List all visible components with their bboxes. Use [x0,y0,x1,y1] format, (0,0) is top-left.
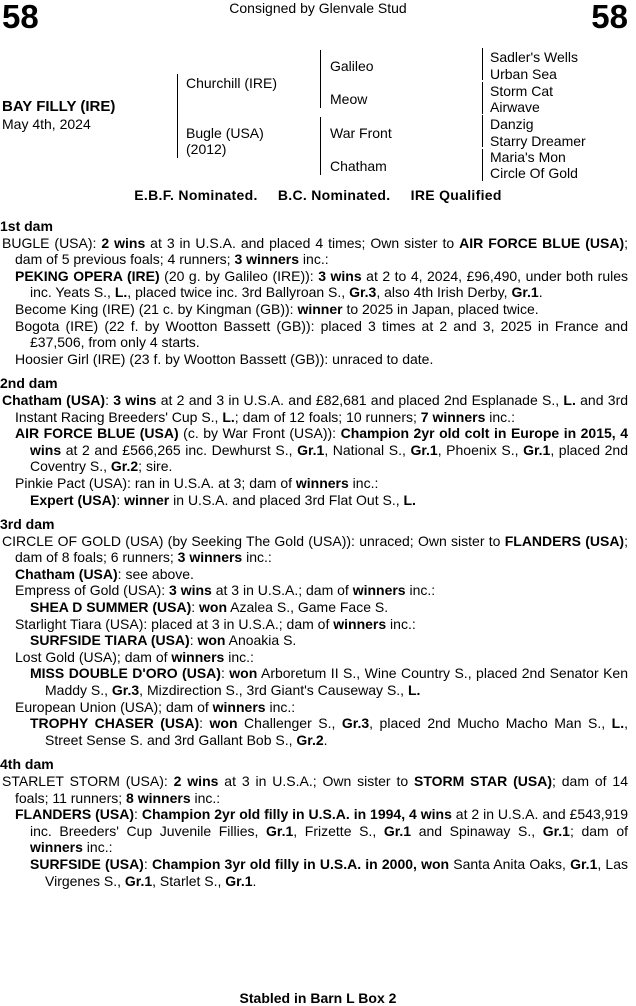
entry-text: inc.: [405,582,436,599]
entry-text: and 3rd Instant Racing Breeders' Cup S., [15,391,629,425]
entry-text: inc.: [224,648,254,665]
entry-text: in U.S.A. and placed 3rd Flat Out S., [169,491,404,508]
entry-text: , Las Virgenes S., [45,855,629,889]
entry-text: . [538,284,543,301]
entry-text: Azalea S., Game Face S. [227,599,389,616]
entry-text: European Union (USA); dam of [15,698,213,715]
entry-text: : [105,391,114,408]
entry-text: , placed twice inc. 3rd Ballyroan S., [127,284,350,301]
horse-dob: May 4th, 2024 [2,116,91,132]
pedigree-sire: Churchill (IRE) [186,75,278,91]
entry-bold-text: AIR FORCE BLUE (USA) [459,234,625,251]
entry-text: inc.: [299,251,329,268]
entry-bold-text: SURFSIDE (USA) [30,855,144,872]
entry-bold-text: Gr.1 [511,284,539,301]
entry-bold-text: Champion 2yr old filly in U.S.A. in 1994, 4 wins [141,806,452,823]
entry-text: : [116,491,125,508]
entry-text: inc.: [82,839,113,856]
entry-bold-text: won [199,599,228,616]
entry-bold-text: L. [114,284,128,301]
pedigree-g3-1: Sadler's Wells [490,49,578,65]
lot-number-right: 58 [591,0,628,35]
entry-text: : [191,599,200,616]
entry-text: : [199,715,210,732]
entry-bold-text: AIR FORCE BLUE (USA) [15,425,179,442]
entry-bold-text: winners [352,582,406,599]
entry-text: Lost Gold (USA); dam of [15,648,172,665]
entry-bold-text: winners [171,648,225,665]
entry-text: inc.: [242,549,272,566]
pedigree-g3-7: Maria's Mon [490,149,566,165]
produce-entry [0,425,628,475]
entry-text: inc.: [190,789,221,806]
entry-text: inc.: [348,474,379,491]
pedigree-g3-8: Circle Of Gold [490,165,578,181]
entry-bold-text: 2 wins [101,234,146,251]
pedigree-g3-3: Storm Cat [490,83,554,99]
entry-text: : [220,665,230,682]
produce-entry [0,632,628,649]
entry-text: . [252,872,257,889]
entry-bold-text: 3 wins [318,267,362,284]
pedigree-dam: Bugle (USA) [186,125,264,141]
entry-bold-text: L. [407,682,421,699]
entry-bold-text: PEKING OPERA (IRE) [15,267,160,284]
entry-bold-text: won [209,715,238,732]
produce-entry [0,773,628,806]
section-heading: 4th dam [0,756,54,773]
pedigree-bracket-gen3-c [482,115,483,147]
entry-text: at 3 in U.S.A.; dam of [211,582,353,599]
pedigree-dam-dam: Chatham [330,158,387,174]
entry-text: Empress of Gold (USA): [15,582,170,599]
pedigree-g3-4: Airwave [490,99,540,115]
produce-entry [0,235,628,268]
nominations-line [0,187,636,204]
entry-bold-text: L. [611,715,625,732]
produce-entry [0,268,628,301]
ire-qualified: IRE Qualified [410,187,502,203]
pedigree-dam-year: (2012) [186,141,227,157]
section-heading: 2nd dam [0,375,58,392]
produce-entry [0,599,628,616]
entry-text: ; sire. [138,458,173,475]
entry-bold-text: Chatham (USA) [2,391,106,408]
entry-text: ; dam of 14 foals; 11 runners; [15,773,628,806]
entry-bold-text: Gr.1 [297,441,325,458]
entry-bold-text: Gr.3 [349,284,377,301]
produce-entry [0,301,628,318]
produce-entry [0,806,628,856]
entry-text: inc.: [386,615,416,632]
entry-bold-text: Gr.1 [225,872,253,889]
entry-text: Arboretum II S., Wine Country S., placed 2nd Senator Ken Maddy S., [45,665,628,699]
consignor-label: Consigned by Glenvale Stud [229,0,407,16]
produce-entry [0,533,628,566]
pedigree-g3-2: Urban Sea [490,66,557,82]
pedigree-dam-sire: War Front [330,125,392,141]
entry-bold-text: FLANDERS (USA) [504,532,625,549]
pedigree-bracket-gen1 [177,74,178,158]
entry-bold-text: MISS DOUBLE D'ORO (USA) [30,665,221,682]
entry-text: BUGLE (USA): [2,234,102,251]
entry-text: Become King (IRE) (21 c. by Kingman (GB)): [15,300,298,317]
entry-text: ; dam of 12 foals; 10 runners; [234,408,421,425]
pedigree-bracket-gen2-bottom [320,117,321,175]
produce-entry [0,392,628,425]
entry-bold-text: Expert (USA) [30,491,117,508]
entry-text: , Mizdirection S., 3rd Giant's Causeway S., [139,682,408,699]
entry-bold-text: L. [222,408,235,425]
produce-entry [0,649,628,666]
entry-bold-text: winner [124,491,170,508]
produce-entry [0,582,628,599]
entry-text: , Frizette S., [293,822,384,839]
entry-text: Bogota (IRE) (22 f. by Wootton Bassett (GB)): placed 3 times at 2 and 3, 2025 in France and £37,506, from only 4 starts. [15,317,628,351]
entry-text: , Phoenix S., [437,441,524,458]
pedigree-g3-5: Danzig [490,116,534,132]
entry-text: ; dam of 8 foals; 6 runners; [15,532,628,566]
entry-text: Santa Anita Oaks, [449,855,571,872]
catalogue-page-body [0,218,628,889]
pedigree-sire-sire: Galileo [330,58,374,74]
entry-text: , Starlet S., [152,872,226,889]
entry-text: ; dam of [569,822,628,839]
entry-text: , Street Sense S. and 3rd Gallant Bob S., [45,715,628,748]
entry-text: Hoosier Girl (IRE) (23 f. by Wootton Bassett (GB)): unraced to date. [15,350,434,367]
entry-bold-text: 3 winners [177,549,243,566]
produce-entry [0,699,628,716]
entry-bold-text: Gr.1 [410,441,438,458]
entry-bold-text: winner [297,300,343,317]
pedigree-bracket-gen3-a [482,48,483,80]
entry-text: at 2 and £566,265 inc. Dewhurst S., [61,441,298,458]
pedigree-sire-dam: Meow [330,91,368,107]
entry-text: at 3 in U.S.A.; Own sister to [218,773,414,789]
entry-text: Challenger S., [237,715,342,732]
entry-bold-text: 2 wins [173,773,219,789]
entry-bold-text: SURFSIDE TIARA (USA) [30,632,190,649]
pedigree-bracket-gen3-d [482,149,483,181]
produce-entry [0,616,628,633]
entry-bold-text: Gr.1 [570,855,598,872]
entry-text: : see above. [117,565,194,582]
entry-text: at 2 to 4, 2024, £96,490, under both rules inc. Yeats S., [30,267,629,301]
produce-entry [0,715,628,748]
entry-bold-text: Gr.1 [383,822,412,839]
entry-text: and Spinaway S., [411,822,543,839]
section-heading: 3rd dam [0,516,55,533]
entry-bold-text: Gr.1 [266,822,294,839]
entry-bold-text: 3 winners [234,251,300,268]
entry-bold-text: Gr.3 [111,682,140,699]
entry-bold-text: TROPHY CHASER (USA) [30,715,200,732]
entry-text: , placed 2nd Coventry S., [30,441,628,475]
entry-bold-text: 3 wins [169,582,212,599]
pedigree-bracket-gen3-b [482,82,483,114]
entry-text: Starlight Tiara (USA): placed at 3 in U.S.A.; dam of [15,615,334,632]
produce-entry [0,475,628,492]
entry-bold-text: STORM STAR (USA) [414,773,552,789]
entry-text: , also 4th Irish Derby, [376,284,512,301]
entry-text: at 2 in U.S.A. and £543,919 inc. Breeders' Cup Juvenile Fillies, [30,806,628,839]
entry-text: , National S., [324,441,411,458]
produce-entry [0,566,628,583]
entry-bold-text: 3 wins [113,391,157,408]
entry-bold-text: winners [333,615,387,632]
entry-bold-text: Gr.2 [110,458,139,475]
entry-text: : [189,632,198,649]
entry-text: Anoakia S. [225,632,297,649]
entry-text: at 3 in U.S.A. and placed 4 times; Own sister to [145,234,460,251]
entry-text: to 2025 in Japan, placed twice. [342,300,539,317]
bc-nomination: B.C. Nominated. [277,187,391,203]
entry-text: . [323,731,328,748]
entry-bold-text: Gr.1 [542,822,570,839]
entry-bold-text: L. [563,391,576,408]
entry-text: ; dam of 5 previous foals; 4 runners; [15,234,628,268]
produce-entry [0,318,628,351]
entry-bold-text: winners [212,698,266,715]
entry-bold-text: SHEA D SUMMER (USA) [30,599,192,616]
entry-bold-text: Chatham (USA) [15,565,118,582]
section-heading: 1st dam [0,218,53,234]
entry-bold-text: won [197,632,226,649]
entry-bold-text: Gr.3 [341,715,370,732]
entry-text: STARLET STORM (USA): [2,773,174,789]
entry-text: : [143,855,152,872]
lot-number-left: 58 [2,0,39,35]
entry-bold-text: Gr.1 [124,872,153,889]
entry-text: (c. by War Front (USA)): [178,425,341,442]
entry-text: at 2 and 3 in U.S.A. and £82,681 and placed 2nd Esplanade S., [156,391,564,408]
entry-text: : [134,806,142,823]
produce-entry [0,351,628,368]
produce-entry [0,665,628,698]
entry-bold-text: Champion 2yr old colt in Europe in 2015, 4 wins [30,425,628,458]
entry-bold-text: Gr.2 [296,731,324,748]
entry-bold-text: L. [403,491,416,508]
entry-bold-text: Champion 3yr old filly in U.S.A. in 2000, won [151,855,450,872]
entry-text: inc.: [265,698,296,715]
entry-bold-text: 7 winners [420,408,486,425]
stabled-location: Stabled in Barn L Box 2 [239,990,397,1006]
entry-text: inc.: [485,408,515,425]
ebf-nomination: E.B.F. Nominated. [134,187,258,203]
entry-bold-text: Gr.1 [523,441,551,458]
horse-name: BAY FILLY (IRE) [2,98,116,115]
entry-bold-text: winners [30,839,83,856]
entry-bold-text: winners [295,474,349,491]
produce-entry [0,492,628,509]
entry-text: CIRCLE OF GOLD (USA) (by Seeking The Gold (USA)): unraced; Own sister to [2,532,505,549]
entry-bold-text: FLANDERS (USA) [15,806,135,823]
pedigree-g3-6: Starry Dreamer [490,133,586,149]
entry-bold-text: won [229,665,258,682]
entry-text: , placed 2nd Mucho Macho Man S., [369,715,612,732]
entry-text: (20 g. by Galileo (IRE)): [159,267,319,284]
entry-text: Pinkie Pact (USA): ran in U.S.A. at 3; dam of [15,474,296,491]
entry-bold-text: 8 winners [126,789,191,806]
pedigree-bracket-gen2-top [320,50,321,108]
produce-entry [0,856,628,889]
